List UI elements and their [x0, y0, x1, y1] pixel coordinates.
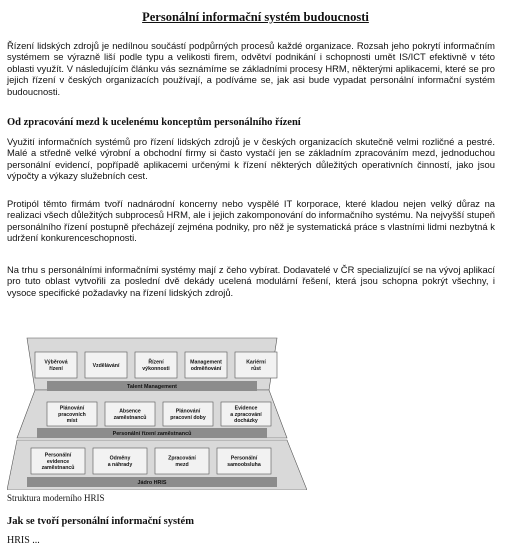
section-heading-1: Od zpracování mezd k ucelenému konceptům personálního řízení [7, 117, 301, 128]
mid-box-label: míst [66, 418, 78, 425]
mid-box-label: Plánování [175, 408, 201, 415]
bottom-box-label: zaměstnanců [41, 465, 75, 472]
bottom-box-label: a náhrady [107, 461, 133, 468]
top-box-label: Řízení [148, 359, 164, 366]
top-box-label: růst [251, 365, 261, 372]
top-box-label: výkonnosti [142, 365, 170, 372]
section-heading-2: Jak se tvoří personální informační systém [7, 516, 194, 527]
mid-box-label: pracovních [58, 411, 86, 418]
diagram-caption: Struktura moderního HRIS [7, 493, 105, 503]
bottom-box-label: Odměny [109, 455, 131, 462]
intro-paragraph: Řízení lidských zdrojů je nedílnou součástí podpůrných procesů každé organizace. Rozsah jeho pokrytí informačním systémem se výrazně liší podle typu a velikosti firem, odvětví podnikání i schopnosti umět IS/ICT efektivně v této oblasti využít. V následujícím článku vás seznámíme se základními procesy HRM, některými aplikacemi, které se pro jejich řízení v českých organizacích používají, a podíváme se, jak asi bude vypadat personální informační systém budoucnosti. [7, 40, 495, 97]
bottom-box-label: mezd [175, 461, 189, 468]
section1-paragraph-3: Na trhu s personálními informačními systémy mají z čeho vybírat. Dodavatelé v ČR specializující se na vývoj aplikací pro tuto oblast vytvořili za poslední dvě dekády ucelená modulární řešení, která jsou schopna pokrýt všechny, i vysoce specifické požadavky na řízení lidských zdrojů. [7, 264, 495, 298]
mid-box-label: docházky [234, 418, 258, 425]
truncated-line: HRIS ... [7, 535, 40, 546]
section1-paragraph-1: Využití informačních systémů pro řízení lidských zdrojů je v českých organizacích skutečně velmi rozličné a pestré. Malé a středně velké výrobní a obchodní firmy si často vystačí jen se základním zpracováním mezd, jednoduchou personální evidencí, popřípadě aplikacemi určenými k řízení některých důležitých operativních činností, jako jsou výpočty a výkazy služebních cest. [7, 136, 495, 182]
band-core-label: Jádro HRIS [137, 479, 167, 486]
mid-box-label: zaměstnanců [113, 414, 147, 421]
top-box-label: Výběrová [44, 359, 68, 366]
article-title: Personální informační systém budoucnosti [142, 10, 369, 24]
top-box-label: Management [190, 359, 222, 366]
band-personal-label: Personální řízení zaměstnanců [112, 430, 192, 437]
top-box-label: řízení [49, 365, 63, 372]
band-talent-label: Talent Management [127, 383, 177, 390]
top-box-label: odměňování [190, 365, 222, 372]
bottom-box-label: Personální [44, 452, 72, 459]
bottom-box-label: evidence [46, 458, 70, 465]
mid-box-label: a zpracování [230, 411, 262, 418]
mid-box-label: Plánování [59, 405, 85, 412]
bottom-box-label: Personální [230, 455, 258, 462]
bottom-box-label: samoobsluha [227, 461, 261, 468]
mid-box-label: Evidence [234, 405, 258, 412]
mid-box-label: pracovní doby [170, 414, 206, 421]
top-box-label: Vzdělávání [92, 362, 120, 369]
hris-structure-diagram [7, 330, 307, 490]
section1-paragraph-2: Protipól těmto firmám tvoří nadnárodní koncerny nebo vyspělé IT korporace, které kladou nejen velký důraz na realizaci všech důležitých subprocesů HRM, ale i jejich zakomponování do informačního systému. Na nejvyšší stupeň personálního řízení postupně přecházejí zejména podniky, pro něž je systematická práce s vlastními lidmi nezbytná k udržení konkurenceschopnosti. [7, 198, 495, 244]
mid-box-label: Absence [119, 408, 141, 415]
bottom-box-label: Zpracování [168, 455, 196, 462]
top-box-label: Kariérní [246, 359, 266, 366]
